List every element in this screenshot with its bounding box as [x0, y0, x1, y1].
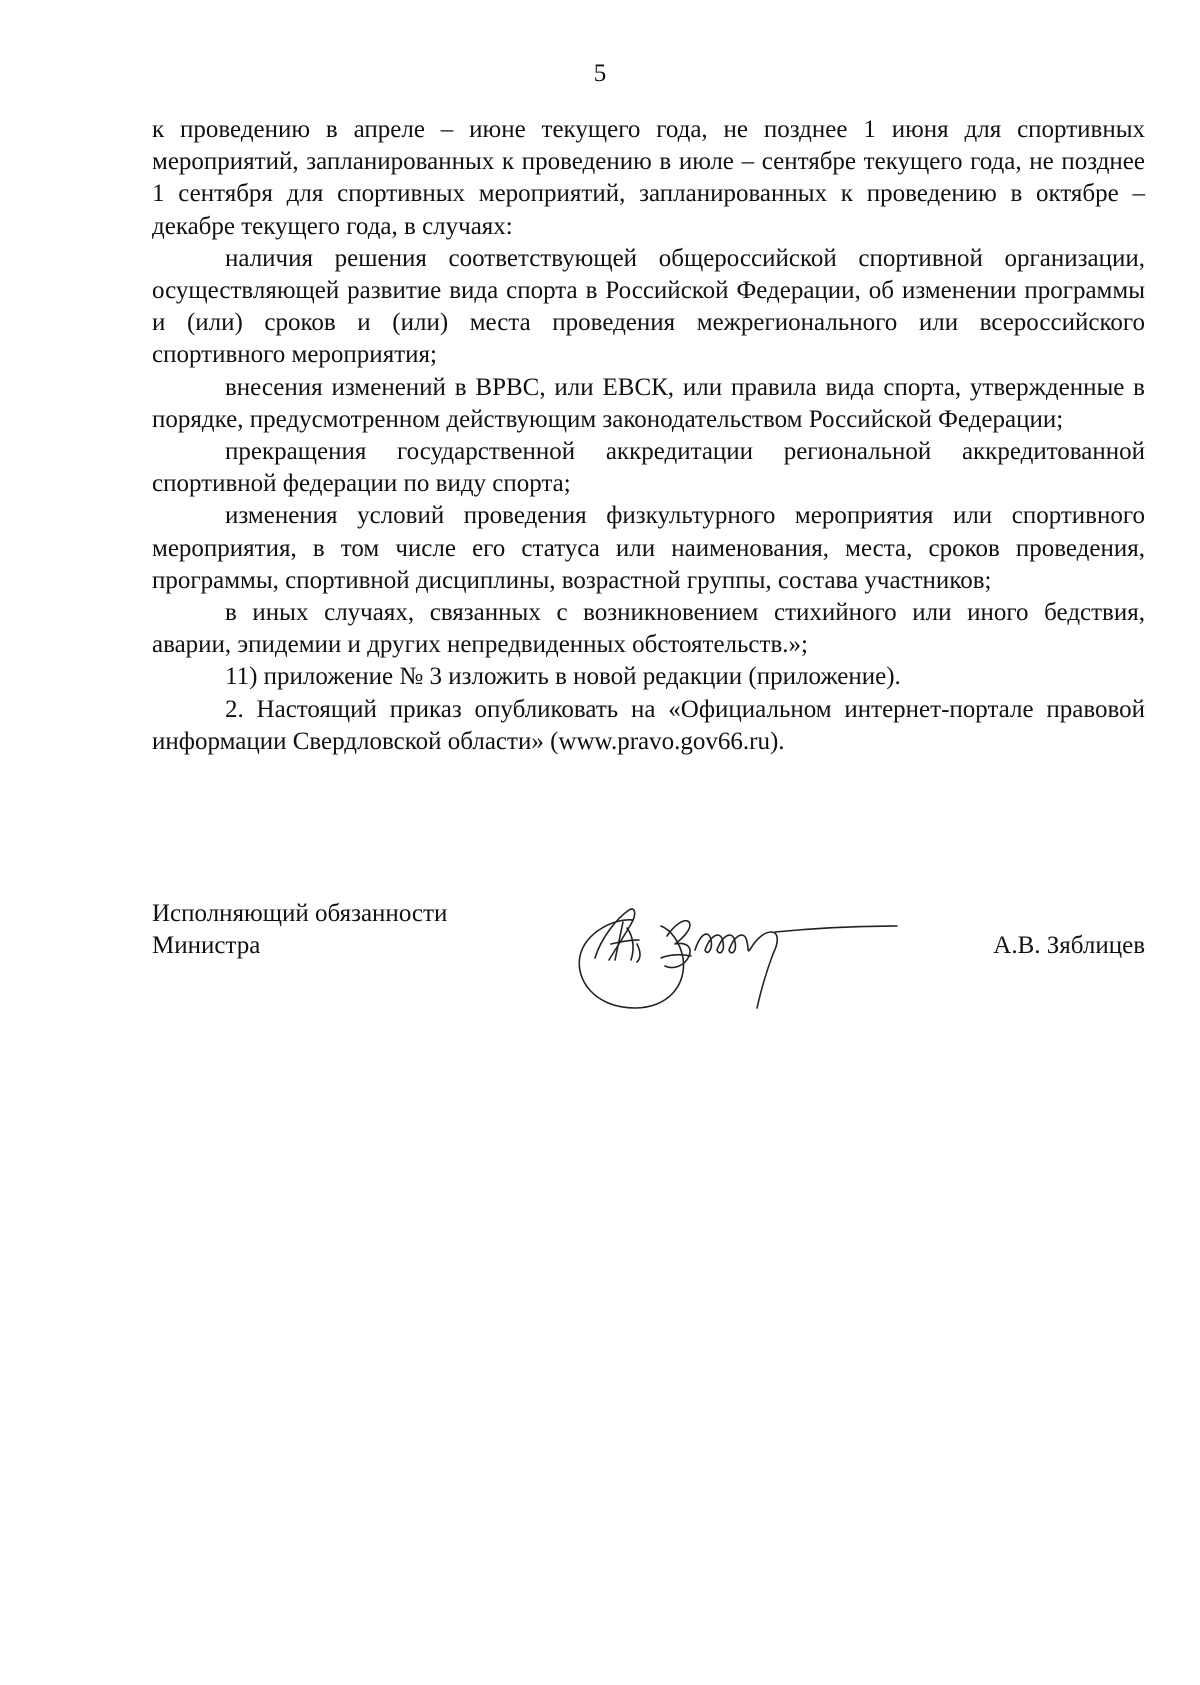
paragraph-case-emergency: в иных случаях, связанных с возникновением стихийного или иного бедствия, аварии, эпидемии и других непредвиденных обстоятельств.»; [152, 599, 1145, 659]
signatory-position-line2: Министра [152, 932, 261, 959]
signatory-position-line1: Исполняющий обязанности [152, 900, 448, 927]
document-body [152, 114, 1145, 758]
paragraph-case-accreditation: прекращения государственной аккредитации региональной аккредитованной спортивной федерации по виду спорта; [152, 438, 1145, 498]
paragraph-case-decision: наличия решения соответствующей общероссийской спортивной организации, осуществляющей развитие вида спорта в Российской Федерации, об изменении программы и (или) сроков и (или) места проведения межрегионального или всероссийского спортивного мероприятия; [152, 244, 1145, 369]
paragraph-item-2: 2. Настоящий приказ опубликовать на «Официальном интернет-портале правовой информации Свердловской области» (www.pravo.gov66.ru). [152, 695, 1145, 755]
page-number: 5 [593, 60, 607, 87]
handwritten-signature [575, 898, 900, 1023]
paragraph-item-11: 11) приложение № 3 изложить в новой редакции (приложение). [225, 663, 901, 691]
paragraph-case-conditions: изменения условий проведения физкультурного мероприятия или спортивного мероприятия, в том числе его статуса или наименования, места, сроков проведения, программы, спортивной дисциплины, возрастной группы, состава участников; [152, 502, 1145, 594]
signatory-position [152, 898, 447, 962]
signatory-name: А.В. Зяблицев [993, 932, 1145, 959]
paragraph-case-amendments: внесения изменений в ВРВС, или ЕВСК, или правила вида спорта, утвержденные в порядке, предусмотренном действующим законодательством Российской Федерации; [152, 373, 1145, 433]
paragraph-continuation: к проведению в апреле – июне текущего года, не позднее 1 июня для спортивных мероприятий, запланированных к проведению в июле – сентябре текущего года, не позднее 1 сентября для спортивных мероприятий, запланированных к проведению в октябре – декабре текущего года, в случаях: [152, 116, 1145, 240]
